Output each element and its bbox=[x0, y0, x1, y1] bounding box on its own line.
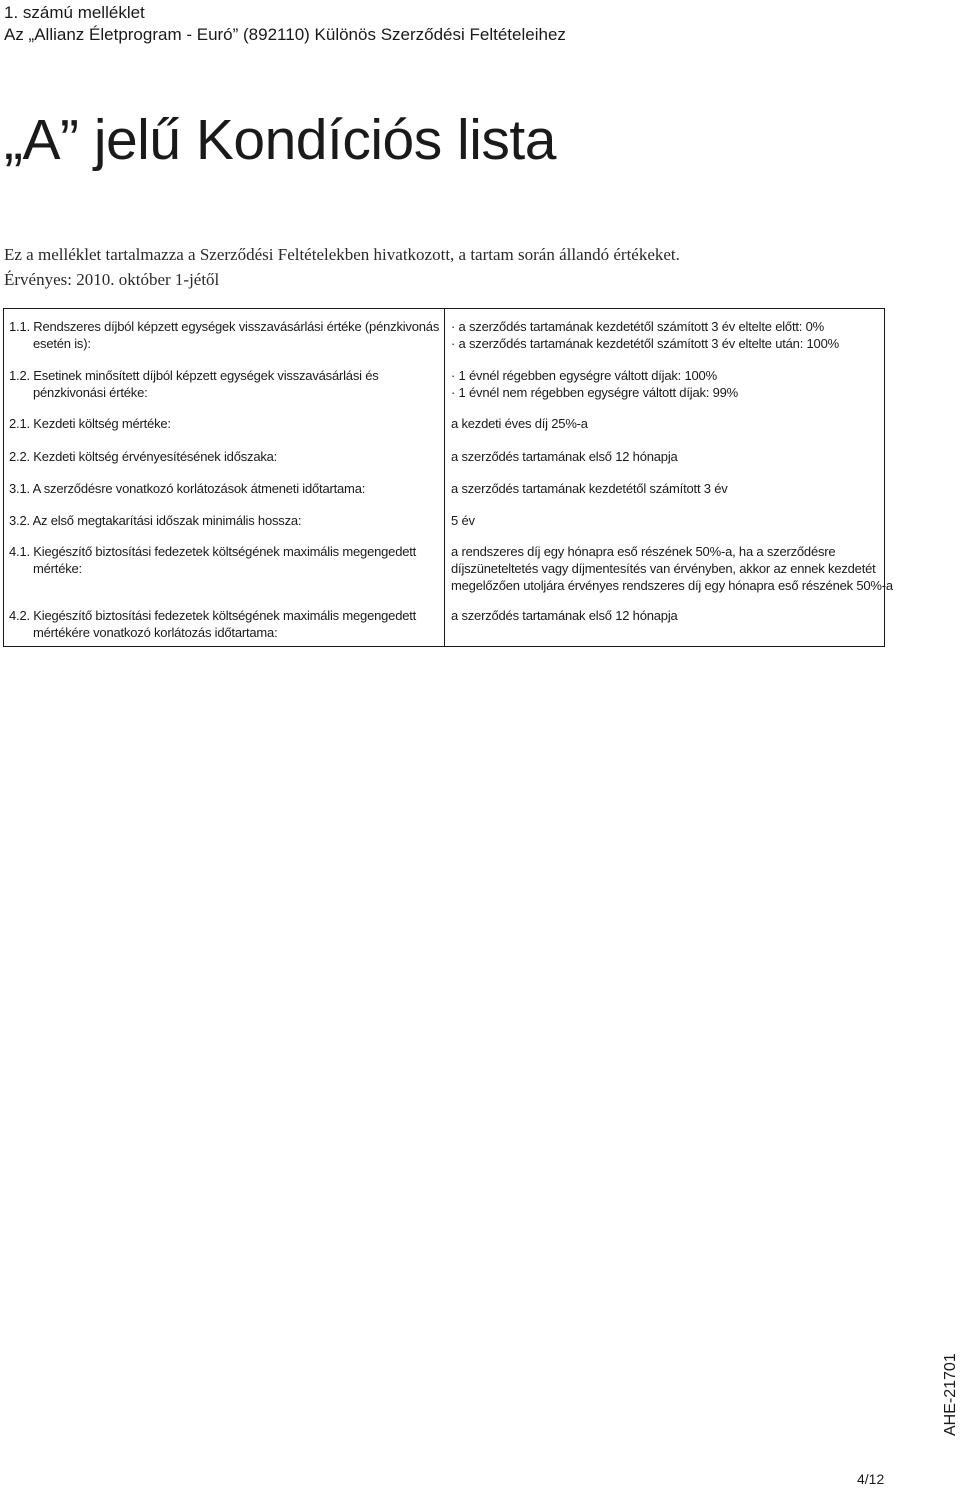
condition-label-1-2: 1.2. Esetinek minősített díjból képzett egységek visszavásárlási és pénzkivonási értéke: bbox=[9, 368, 379, 400]
annex-label: 1. számú melléklet bbox=[4, 3, 145, 22]
document-subtitle: Az „Allianz Életprogram - Euró” (892110) Különös Szerződési Feltételeihez bbox=[4, 25, 566, 44]
condition-value-4-1: a rendszeres díj egy hónapra eső részének 50%-a, ha a szerződésre díjszüneteltetés vagy díjmentesítés van érvényben, akkor az ennek kezdetét megelőzően utoljára érvényes rendszeres díj egy hónapra eső részének 50%-a bbox=[451, 544, 893, 593]
condition-label-3-2: 3.2. Az első megtakarítási időszak minimális hossza: bbox=[9, 513, 302, 528]
condition-label-4-2: 4.2. Kiegészítő biztosítási fedezetek költségének maximális megengedett mértékére vonatkozó korlátozás időtartama: bbox=[9, 608, 417, 640]
conditions-table bbox=[3, 308, 893, 647]
condition-value-3-2: 5 év bbox=[451, 513, 475, 528]
intro-description: Ez a melléklet tartalmazza a Szerződési Feltételekben hivatkozott, a tartam során állandó értékeket. bbox=[4, 245, 680, 264]
condition-label-3-1: 3.1. A szerződésre vonatkozó korlátozások átmeneti időtartama: bbox=[9, 481, 366, 496]
condition-value-4-2: a szerződés tartamának első 12 hónapja bbox=[451, 608, 678, 623]
intro-validity: Érvényes: 2010. október 1-jétől bbox=[4, 270, 220, 289]
page-number: 4/12 bbox=[857, 1471, 885, 1487]
condition-label-2-2: 2.2. Kezdeti költség érvényesítésének időszaka: bbox=[9, 449, 278, 464]
column-divider bbox=[444, 309, 445, 646]
condition-value-2-2: a szerződés tartamának első 12 hónapja bbox=[451, 449, 678, 464]
condition-value-2-1: a kezdeti éves díj 25%-a bbox=[451, 416, 588, 431]
condition-value-3-1: a szerződés tartamának kezdetétől számított 3 év bbox=[451, 481, 728, 496]
condition-value-1-1: · a szerződés tartamának kezdetétől számított 3 év eltelte előtt: 0% · a szerződés tartamának kezdetétől számított 3 év eltelte után: 100% bbox=[451, 319, 839, 351]
condition-label-4-1: 4.1. Kiegészítő biztosítási fedezetek költségének maximális megengedett mértéke: bbox=[9, 544, 417, 576]
page-title: „A” jelű Kondíciós lista bbox=[4, 108, 556, 172]
document-code: AHE-21701 bbox=[942, 1353, 959, 1436]
intro-text bbox=[4, 242, 944, 292]
condition-label-2-1: 2.1. Kezdeti költség mértéke: bbox=[9, 416, 171, 431]
condition-value-1-2: · 1 évnél régebben egységre váltott díjak: 100% · 1 évnél nem régebben egységre váltott díjak: 99% bbox=[451, 368, 739, 400]
condition-label-1-1: 1.1. Rendszeres díjból képzett egységek visszavásárlási értéke (pénzkivonás esetén is): bbox=[9, 319, 440, 351]
